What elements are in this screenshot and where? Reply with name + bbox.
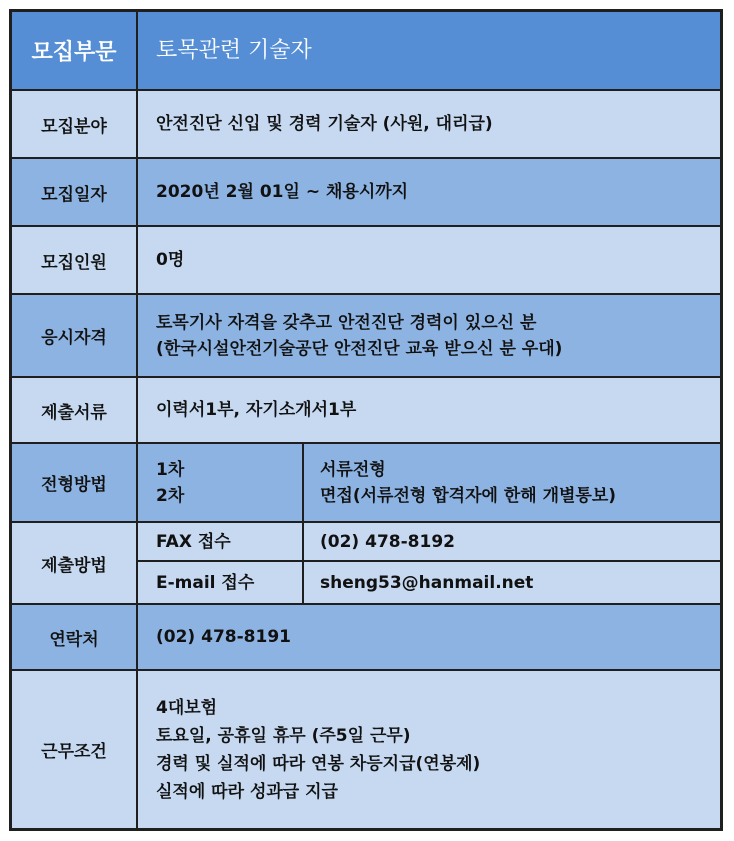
documents-label: 제출서류 bbox=[12, 378, 138, 442]
row-documents bbox=[12, 378, 720, 444]
email-method: E-mail 접수 bbox=[138, 562, 304, 603]
row-conditions bbox=[12, 671, 720, 828]
row-contact bbox=[12, 605, 720, 671]
count-value: 0명 bbox=[156, 250, 185, 270]
contact-value: (02) 478-8191 bbox=[156, 627, 291, 647]
selection-detail: 면접(서류전형 합격자에 한해 개별통보) bbox=[320, 485, 617, 506]
selection-label: 전형방법 bbox=[12, 444, 138, 521]
selection-details bbox=[304, 444, 720, 521]
qualification-line: (한국시설안전기술공단 안전진단 교육 받으신 분 우대) bbox=[156, 338, 563, 359]
fax-number: (02) 478-8192 bbox=[320, 531, 455, 552]
recruitment-table bbox=[9, 9, 723, 831]
selection-cells bbox=[138, 444, 720, 521]
qualification-label: 응시자격 bbox=[12, 295, 138, 376]
submission-email bbox=[138, 562, 720, 603]
date-value: 2020년 2월 01일 ~ 채용시까지 bbox=[156, 182, 409, 202]
selection-step: 2차 bbox=[156, 485, 185, 506]
qualification-value bbox=[138, 295, 720, 376]
row-field bbox=[12, 91, 720, 159]
field-value: 안전진단 신입 및 경력 기술자 (사원, 대리급) bbox=[156, 114, 493, 134]
email-address: sheng53@hanmail.net bbox=[320, 572, 534, 593]
header-label: 모집부문 bbox=[12, 12, 138, 89]
documents-value: 이력서1부, 자기소개서1부 bbox=[156, 400, 357, 420]
header-row bbox=[12, 12, 720, 91]
fax-method: FAX 접수 bbox=[138, 523, 304, 560]
contact-label: 연락처 bbox=[12, 605, 138, 669]
count-label: 모집인원 bbox=[12, 227, 138, 293]
conditions-line: 실적에 따라 성과급 지급 bbox=[156, 781, 338, 802]
field-label: 모집분야 bbox=[12, 91, 138, 157]
selection-step: 1차 bbox=[156, 459, 185, 480]
selection-steps bbox=[138, 444, 304, 521]
row-selection bbox=[12, 444, 720, 523]
row-qualification bbox=[12, 295, 720, 378]
conditions-line: 토요일, 공휴일 휴무 (주5일 근무) bbox=[156, 725, 411, 746]
selection-detail: 서류전형 bbox=[320, 459, 386, 480]
conditions-line: 경력 및 실적에 따라 연봉 차등지급(연봉제) bbox=[156, 753, 481, 774]
qualification-line: 토목기사 자격을 갖추고 안전진단 경력이 있으신 분 bbox=[156, 312, 537, 333]
conditions-line: 4대보험 bbox=[156, 697, 218, 718]
row-date bbox=[12, 159, 720, 227]
date-label: 모집일자 bbox=[12, 159, 138, 225]
submission-label: 제출방법 bbox=[12, 523, 138, 603]
row-count bbox=[12, 227, 720, 295]
submission-fax bbox=[138, 523, 720, 562]
conditions-value bbox=[138, 671, 720, 828]
header-value: 토목관련 기술자 bbox=[156, 37, 312, 63]
conditions-label: 근무조건 bbox=[12, 671, 138, 828]
row-submission bbox=[12, 523, 720, 605]
